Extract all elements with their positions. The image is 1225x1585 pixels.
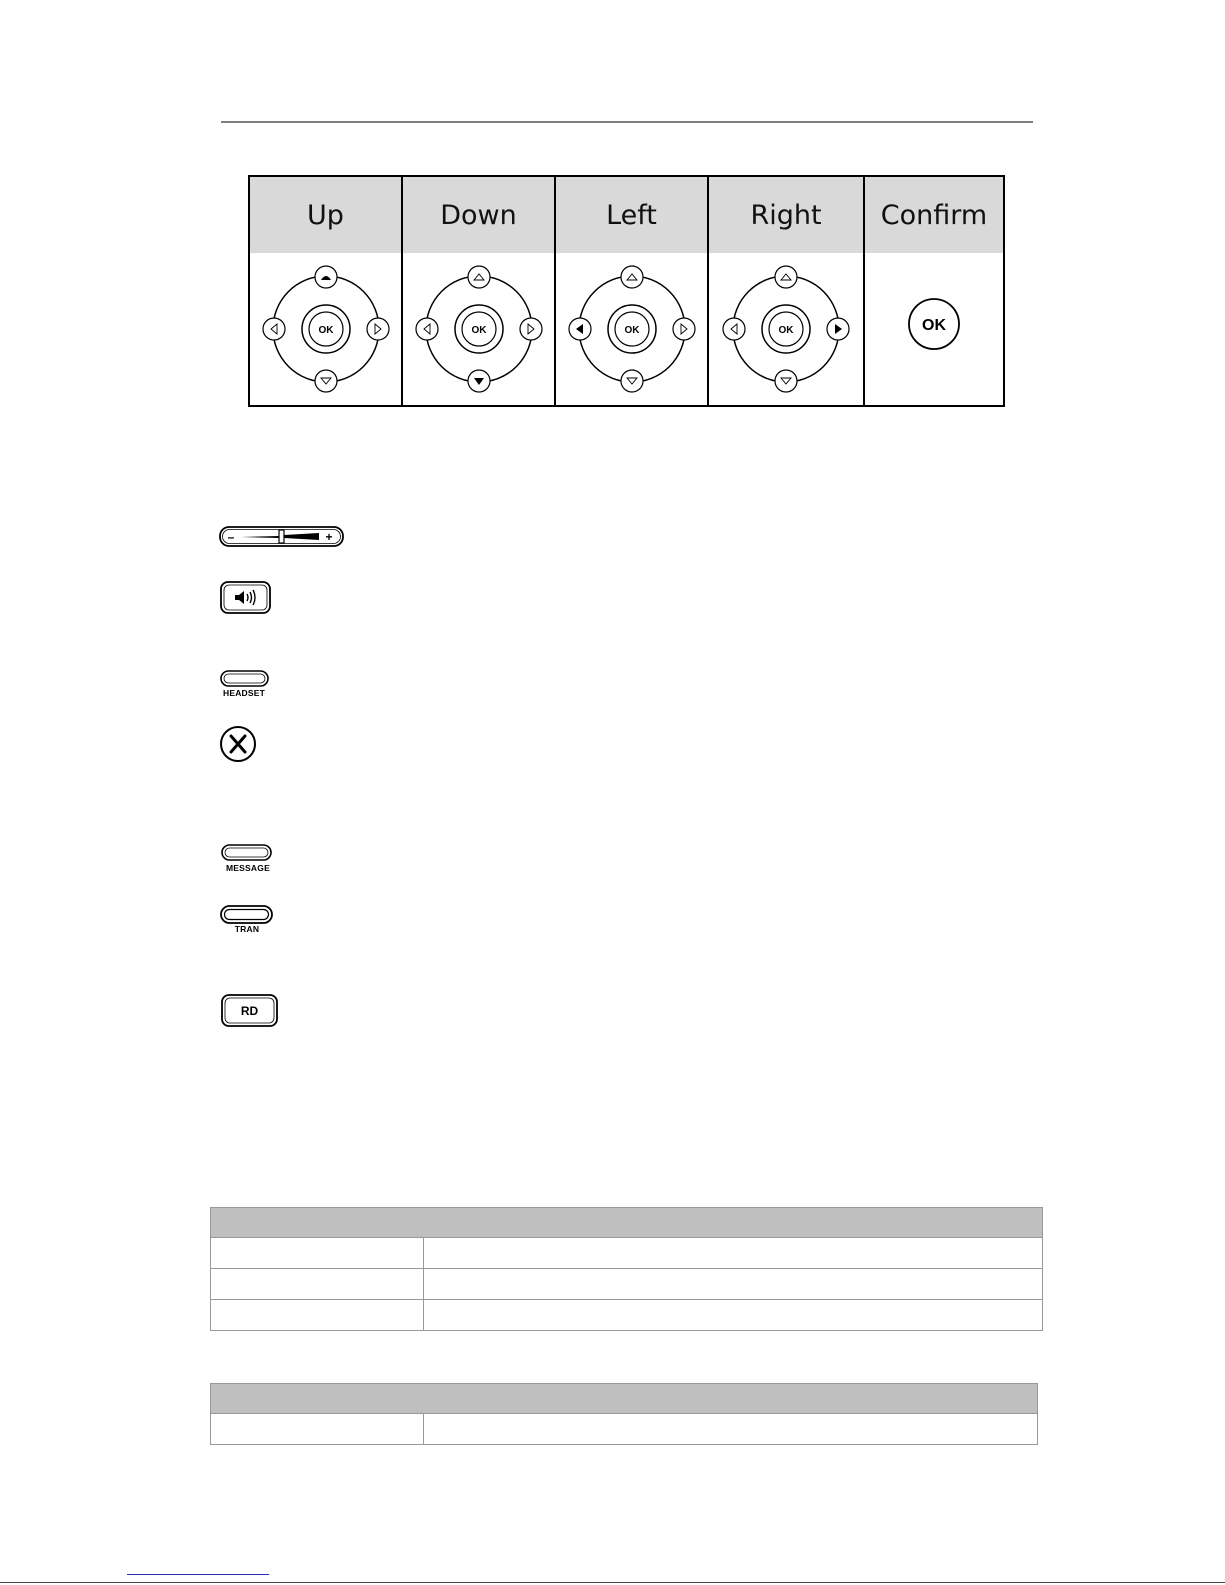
dpad-up-cell: [250, 253, 401, 405]
dpad-right-cell: [709, 253, 863, 405]
column-divider: [423, 1300, 424, 1330]
transfer-key-label: TRAN: [234, 924, 260, 934]
footer-rule: [0, 1582, 1225, 1583]
nav-header-right: Right: [709, 177, 863, 253]
volume-bar-icon: [219, 525, 345, 549]
dpad-ok-label: OK: [318, 325, 333, 336]
transfer-key-icon: [220, 905, 274, 925]
confirm-cell: [865, 253, 1003, 405]
nav-header-left: Left: [556, 177, 707, 253]
nav-column-confirm: [865, 177, 1003, 405]
column-divider: [423, 1238, 424, 1268]
volume-plus-label: +: [325, 530, 333, 544]
redial-key-icon: [221, 994, 279, 1028]
header-rule: [221, 121, 1033, 123]
cancel-x-icon: [219, 724, 259, 764]
column-divider: [423, 1269, 424, 1299]
nav-column-down: [403, 177, 556, 405]
dpad-left-cell: [556, 253, 707, 405]
dpad-left-highlighted-icon: [567, 264, 697, 394]
footer-link-underline[interactable]: [127, 1574, 269, 1575]
nav-column-up: [250, 177, 403, 405]
dpad-down-highlighted-icon: [414, 264, 544, 394]
dpad-right-highlighted-icon: [721, 264, 851, 394]
dpad-ok-label: OK: [624, 325, 639, 336]
nav-header-up: Up: [250, 177, 401, 253]
confirm-ok-label: OK: [922, 317, 946, 334]
nav-column-right: [709, 177, 865, 405]
speaker-icon: [220, 581, 272, 615]
headset-key-label: HEADSET: [222, 688, 266, 698]
nav-header-confirm: Confirm: [865, 177, 1003, 253]
nav-column-left: [556, 177, 709, 405]
column-divider: [423, 1414, 424, 1444]
dpad-ok-label: OK: [471, 325, 486, 336]
volume-minus-label: –: [227, 530, 235, 544]
message-key-icon: [221, 844, 273, 862]
dpad-down-cell: [403, 253, 554, 405]
table-row: [210, 1300, 1043, 1331]
redial-key-label: RD: [240, 1004, 259, 1018]
table-two-header: [210, 1383, 1038, 1414]
table-one-header: [210, 1207, 1043, 1238]
table-row: [210, 1269, 1043, 1300]
message-key-label: MESSAGE: [226, 863, 270, 873]
ok-key-icon: [904, 294, 964, 354]
table-row: [210, 1414, 1038, 1445]
table-row: [210, 1238, 1043, 1269]
headset-key-icon: [220, 670, 270, 688]
dpad-ok-label: OK: [778, 325, 794, 336]
nav-header-down: Down: [403, 177, 554, 253]
navigation-keys-table: [248, 175, 1005, 407]
dpad-up-highlighted-icon: [261, 264, 391, 394]
